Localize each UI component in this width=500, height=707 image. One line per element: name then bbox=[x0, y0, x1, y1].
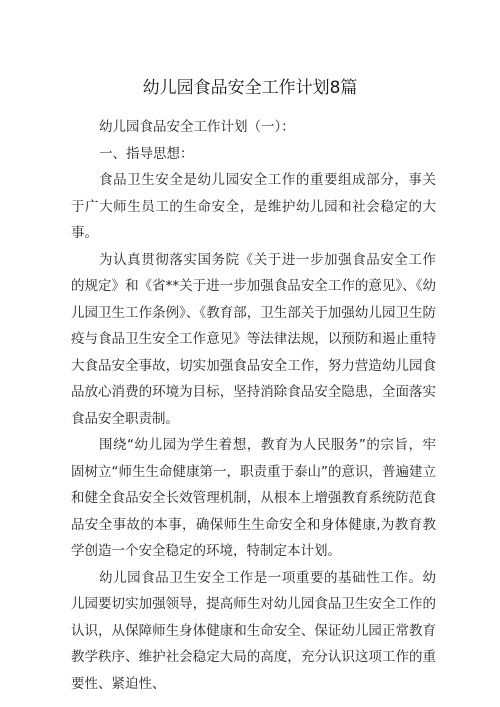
document-title: 幼儿园食品安全工作计划8篇 bbox=[142, 78, 358, 98]
paragraph-food-safety-importance: 食品卫生安全是幼儿园安全工作的重要组成部分，事关于广大师生员工的生命安全，是维护幼儿园和社会稳定的大事。 bbox=[71, 172, 436, 241]
paragraph-leadership: 幼儿园食品卫生安全工作是一项重要的基础性工作。幼儿园要切实加强领导，提高师生对幼儿园食品卫生安全工作的认识，从保障师生身体健康和生命安全、保证幼儿园正常教育教学秩序、维护社会稳定大局的高度，充分认识这项工作的重要性、紧迫性、 bbox=[71, 569, 436, 692]
section-heading-guiding-thought: 一、指导思想： bbox=[99, 145, 194, 162]
document-body bbox=[71, 114, 436, 697]
paragraph-purpose: 围绕“幼儿园为学生着想，教育为人民服务”的宗旨，牢固树立“师生生命健康第一，职责重于泰山”的意识，普遍建立和健全食品安全长效管理机制，从根本上增强教育系统防范食品安全事故的本事，确保师生生命安全和身体健康,为教育教学创造一个安全稳定的环境，特制定本计划。 bbox=[71, 437, 436, 559]
paragraph-regulations: 为认真贯彻落实国务院《关于进一步加强食品安全工作的规定》和《省**关于进一步加强食品安全工作的意见》、《幼儿园卫生工作条例》、《教育部，卫生部关于加强幼儿园卫生防疫与食品卫生安全工作意见》等法律法规，以预防和遏止重特大食品安全事故，切实加强食品安全工作，努力营造幼儿园食品放心消费的环境为目标，坚持消除食品安全隐患，全面落实食品安全职责制。 bbox=[71, 251, 436, 427]
section-heading-plan-one: 幼儿园食品安全工作计划（一）： bbox=[99, 119, 295, 135]
